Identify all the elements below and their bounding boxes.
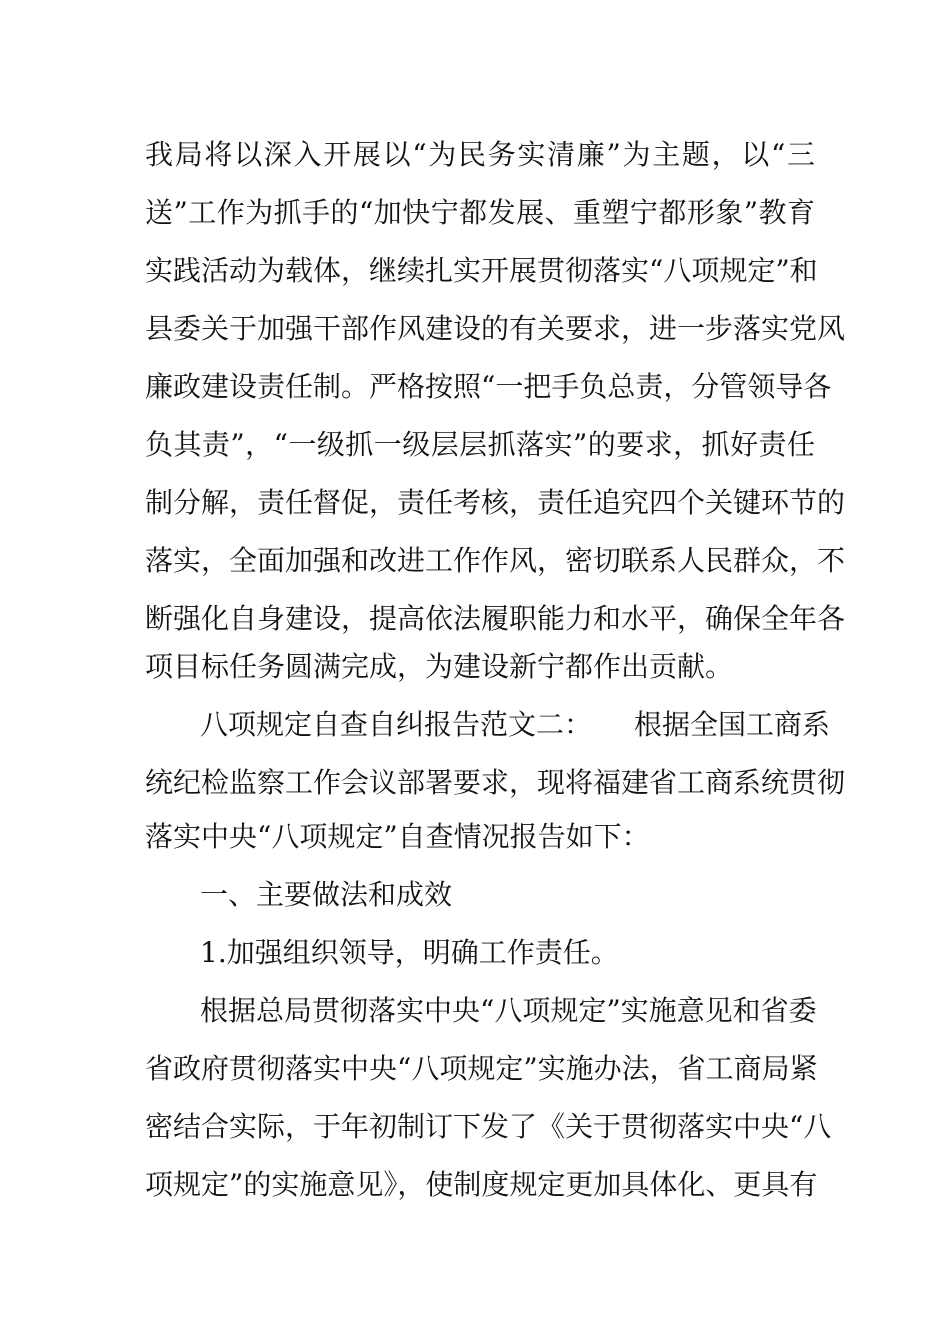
text-line: 落实中央“八项规定”自查情况报告如下： — [145, 820, 650, 853]
text-line: 断强化自身建设，提高依法履职能力和水平，确保全年各 — [145, 602, 846, 635]
text-line: 制分解，责任督促，责任考核，责任追究四个关键环节的 — [145, 486, 846, 519]
text-line: 廉政建设责任制。严格按照“一把手负总责，分管领导各 — [145, 370, 832, 403]
text-line: 根据总局贯彻落实中央“八项规定”实施意见和省委 — [200, 994, 817, 1027]
text-line: 项规定”的实施意见》，使制度规定更加具体化、更具有 — [145, 1168, 818, 1201]
section-heading: 一、主要做法和成效 — [200, 878, 453, 911]
text-line: 县委关于加强干部作风建设的有关要求，进一步落实党风 — [145, 312, 846, 345]
text-line: 负其责”，“一级抓一级层层抓落实”的要求，抓好责任 — [145, 428, 815, 461]
text-line: 项目标任务圆满完成，为建设新宁都作出贡献。 — [145, 650, 734, 683]
text-line: 送”工作为抓手的“加快宁都发展、重塑宁都形象”教育 — [145, 196, 815, 229]
text-line: 省政府贯彻落实中央“八项规定”实施办法，省工商局紧 — [145, 1052, 818, 1085]
text-line: 落实，全面加强和改进工作作风，密切联系人民群众，不 — [145, 544, 846, 577]
subsection-heading: 1.加强组织领导，明确工作责任。 — [200, 936, 619, 969]
text-line: 统纪检监察工作会议部署要求，现将福建省工商系统贯彻 — [145, 766, 846, 799]
text-line: 我局将以深入开展以“为民务实清廉”为主题，以“三 — [145, 138, 815, 171]
section-heading-line: 八项规定自查自纠报告范文二： 根据全国工商系 — [200, 708, 831, 741]
text-line: 实践活动为载体，继续扎实开展贯彻落实“八项规定”和 — [145, 254, 818, 287]
text-line: 密结合实际，于年初制订下发了《关于贯彻落实中央“八 — [145, 1110, 832, 1143]
